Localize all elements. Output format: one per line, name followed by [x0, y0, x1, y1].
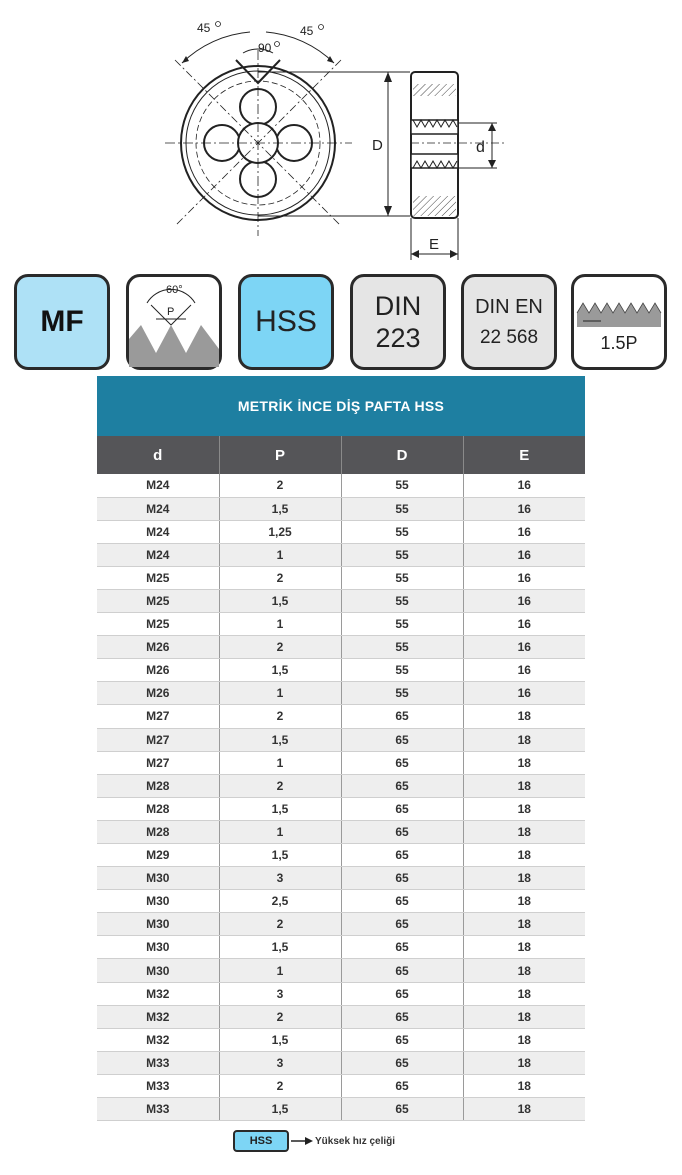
table-row [97, 636, 585, 659]
cell-d: M33 [97, 1074, 219, 1097]
cell-d: M28 [97, 774, 219, 797]
cell-E: 18 [463, 1074, 585, 1097]
cell-D: 65 [341, 1005, 463, 1028]
cell-D: 65 [341, 867, 463, 890]
svg-text:60°: 60° [166, 284, 183, 296]
cell-E: 18 [463, 1005, 585, 1028]
cell-p: 1,5 [219, 589, 341, 612]
cell-d: M26 [97, 636, 219, 659]
cell-E: 18 [463, 1028, 585, 1051]
cell-d: M26 [97, 659, 219, 682]
cell-D: 65 [341, 844, 463, 867]
table-row [97, 1028, 585, 1051]
pitch-badge [571, 274, 667, 370]
cell-D: 55 [341, 636, 463, 659]
table-row [97, 1074, 585, 1097]
cell-D: 65 [341, 936, 463, 959]
mf-thread-badge [14, 274, 110, 370]
dinen-label-line1: DIN EN [475, 295, 543, 318]
cell-d: M29 [97, 844, 219, 867]
angle-label-left: 45 [197, 21, 211, 35]
table-row [97, 659, 585, 682]
cell-D: 65 [341, 959, 463, 982]
cell-p: 2,5 [219, 890, 341, 913]
header-d: d [97, 436, 219, 474]
cell-d: M27 [97, 705, 219, 728]
cell-D: 65 [341, 913, 463, 936]
cell-d: M24 [97, 497, 219, 520]
cell-E: 16 [463, 566, 585, 589]
cell-d: M25 [97, 613, 219, 636]
table-row [97, 959, 585, 982]
din-label-line1: DIN [374, 291, 422, 321]
cell-d: M26 [97, 682, 219, 705]
table-row [97, 566, 585, 589]
cell-p: 1 [219, 543, 341, 566]
table-row [97, 682, 585, 705]
dinen-label-line2: 22 568 [479, 326, 539, 348]
cell-p: 1,5 [219, 797, 341, 820]
cell-E: 16 [463, 543, 585, 566]
cell-p: 2 [219, 1074, 341, 1097]
table-row [97, 497, 585, 520]
cell-D: 55 [341, 520, 463, 543]
cell-p: 1,5 [219, 497, 341, 520]
cell-E: 18 [463, 844, 585, 867]
cell-p: 1,5 [219, 936, 341, 959]
cell-E: 18 [463, 982, 585, 1005]
spec-table [97, 376, 585, 1121]
table-row [97, 982, 585, 1005]
cell-p: 1,5 [219, 728, 341, 751]
table-title: METRİK İNCE DİŞ PAFTA HSS [97, 376, 585, 436]
cell-E: 18 [463, 728, 585, 751]
cell-E: 18 [463, 820, 585, 843]
dimension-label-D: D [372, 137, 383, 154]
cell-E: 18 [463, 774, 585, 797]
cell-d: M25 [97, 566, 219, 589]
cell-D: 65 [341, 705, 463, 728]
table-row [97, 936, 585, 959]
table-row [97, 820, 585, 843]
cell-d: M30 [97, 890, 219, 913]
table-row [97, 1098, 585, 1121]
cell-d: M27 [97, 728, 219, 751]
cell-E: 16 [463, 520, 585, 543]
cell-E: 16 [463, 589, 585, 612]
cell-D: 65 [341, 982, 463, 1005]
table-row [97, 751, 585, 774]
table-row [97, 913, 585, 936]
cell-D: 55 [341, 613, 463, 636]
cell-d: M28 [97, 797, 219, 820]
table-row [97, 543, 585, 566]
thread-angle-icon [129, 277, 219, 367]
cell-D: 55 [341, 566, 463, 589]
arrow-right-icon [291, 1136, 313, 1146]
cell-d: M30 [97, 867, 219, 890]
cell-E: 18 [463, 959, 585, 982]
cell-D: 65 [341, 774, 463, 797]
table-row [97, 867, 585, 890]
table-row [97, 890, 585, 913]
legend-text: Yüksek hız çeliği [315, 1135, 396, 1147]
cell-p: 1,5 [219, 1028, 341, 1051]
cell-D: 55 [341, 659, 463, 682]
cell-d: M24 [97, 543, 219, 566]
cell-E: 18 [463, 936, 585, 959]
cell-E: 18 [463, 1051, 585, 1074]
cell-D: 55 [341, 497, 463, 520]
table-row [97, 1051, 585, 1074]
din-en-badge [461, 274, 557, 370]
cell-p: 1 [219, 613, 341, 636]
mf-label: MF [40, 305, 84, 338]
cell-p: 2 [219, 474, 341, 497]
cell-p: 2 [219, 705, 341, 728]
cell-p: 1,25 [219, 520, 341, 543]
table-header-row [97, 436, 585, 474]
table-row [97, 728, 585, 751]
cell-D: 65 [341, 797, 463, 820]
cell-p: 1 [219, 959, 341, 982]
cell-d: M27 [97, 751, 219, 774]
cell-p: 3 [219, 982, 341, 1005]
cell-D: 65 [341, 1028, 463, 1051]
cell-E: 18 [463, 867, 585, 890]
angle-label-center: 90 [258, 41, 272, 55]
cell-E: 16 [463, 497, 585, 520]
cell-D: 55 [341, 474, 463, 497]
cell-E: 18 [463, 797, 585, 820]
header-E: E [463, 436, 585, 474]
dimension-label-E: E [429, 236, 440, 253]
cell-D: 65 [341, 1074, 463, 1097]
cell-D: 65 [341, 890, 463, 913]
cell-D: 65 [341, 1098, 463, 1121]
cell-E: 18 [463, 751, 585, 774]
cell-E: 16 [463, 659, 585, 682]
hss-label: HSS [255, 305, 317, 338]
cell-d: M24 [97, 520, 219, 543]
cell-E: 16 [463, 474, 585, 497]
cell-d: M30 [97, 936, 219, 959]
cell-D: 55 [341, 682, 463, 705]
cell-p: 1 [219, 682, 341, 705]
cell-D: 65 [341, 751, 463, 774]
hss-badge [238, 274, 334, 370]
svg-text:P: P [167, 306, 175, 318]
dimension-label-d: d [476, 139, 485, 156]
table-row [97, 774, 585, 797]
cell-p: 3 [219, 1051, 341, 1074]
din-223-badge [350, 274, 446, 370]
cell-p: 1,5 [219, 844, 341, 867]
cell-D: 65 [341, 820, 463, 843]
cell-p: 2 [219, 1005, 341, 1028]
cell-p: 1,5 [219, 1098, 341, 1121]
cell-D: 55 [341, 589, 463, 612]
cell-p: 2 [219, 636, 341, 659]
cell-p: 2 [219, 913, 341, 936]
spec-icon-row [0, 274, 682, 374]
cell-d: M30 [97, 913, 219, 936]
table-row [97, 589, 585, 612]
table-row [97, 705, 585, 728]
angle-label-right: 45 [300, 24, 314, 38]
die-technical-drawing [150, 10, 510, 265]
cell-D: 65 [341, 1051, 463, 1074]
cell-E: 16 [463, 613, 585, 636]
din-label-line2: 223 [375, 323, 421, 353]
cell-d: M25 [97, 589, 219, 612]
table-row [97, 1005, 585, 1028]
header-p: P [219, 436, 341, 474]
cell-E: 16 [463, 682, 585, 705]
cell-E: 18 [463, 705, 585, 728]
cell-p: 1 [219, 820, 341, 843]
table-row [97, 613, 585, 636]
pitch-thread-icon [575, 291, 663, 331]
cell-p: 1 [219, 751, 341, 774]
table-row [97, 797, 585, 820]
cell-d: M24 [97, 474, 219, 497]
cell-E: 18 [463, 1098, 585, 1121]
cell-d: M32 [97, 982, 219, 1005]
cell-d: M33 [97, 1098, 219, 1121]
thread-angle-badge [126, 274, 222, 370]
cell-d: M32 [97, 1005, 219, 1028]
cell-p: 1,5 [219, 659, 341, 682]
legend [233, 1130, 395, 1152]
legend-hss-badge: HSS [233, 1130, 289, 1152]
cell-D: 65 [341, 728, 463, 751]
table-row [97, 844, 585, 867]
pitch-label: 1.5P [600, 332, 638, 353]
cell-D: 55 [341, 543, 463, 566]
table-row [97, 520, 585, 543]
cell-p: 2 [219, 774, 341, 797]
cell-d: M33 [97, 1051, 219, 1074]
table-body [97, 474, 585, 1121]
cell-d: M32 [97, 1028, 219, 1051]
cell-p: 3 [219, 867, 341, 890]
cell-p: 2 [219, 566, 341, 589]
cell-d: M28 [97, 820, 219, 843]
table-row [97, 474, 585, 497]
cell-d: M30 [97, 959, 219, 982]
cell-E: 18 [463, 890, 585, 913]
cell-E: 16 [463, 636, 585, 659]
cell-E: 18 [463, 913, 585, 936]
header-D: D [341, 436, 463, 474]
